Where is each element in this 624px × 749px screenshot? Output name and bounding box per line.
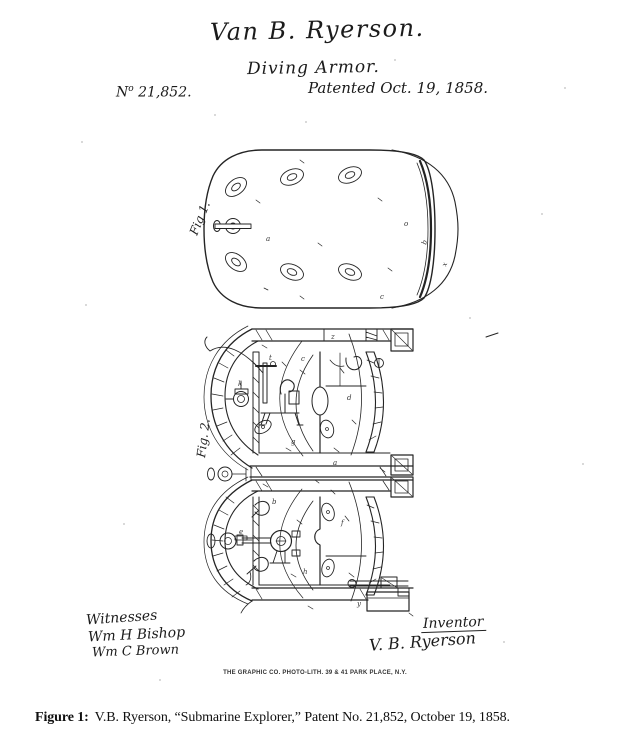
fig2-bottom-rod-assembly: [348, 577, 413, 616]
fig1-scatter-ticks: [256, 160, 392, 299]
fig2-label: Fig. 2.: [194, 418, 213, 459]
fig1-bolt-ovals: [222, 164, 364, 284]
fig2-ref-letter: y: [357, 600, 361, 608]
fig2-ref-letter: e: [239, 528, 244, 536]
inventor-heading: Inventor: [421, 614, 486, 633]
witness-signature: Wm H Bishop: [87, 624, 186, 646]
fig1-ref-letter: x: [440, 261, 450, 268]
fig1-ref-letter: a: [266, 235, 271, 243]
fig2-section-view: [194, 326, 498, 616]
fig2-upper-pump: [226, 362, 303, 426]
patent-invention-title-script: Diving Armor.: [246, 56, 380, 80]
figure-caption-label: Figure 1:: [35, 710, 89, 725]
fig2-ref-letter: k: [238, 380, 243, 388]
inventor-signature: V. B. Ryerson: [368, 628, 477, 655]
fig2-ref-letter: b: [272, 498, 277, 506]
lithographer-imprint: THE GRAPHIC CO. PHOTO-LITH. 39 & 41 PARK PLACE, N.Y.: [223, 670, 407, 676]
fig1-valve-fixture: [214, 219, 252, 234]
fig2-ref-letter: f: [341, 519, 344, 527]
witnesses-heading: Witnesses: [85, 607, 158, 629]
fig1-right-rim-thick: [420, 161, 431, 297]
witness-signature: Wm C Brown: [91, 642, 180, 661]
fig2-ref-letter: c: [301, 355, 305, 363]
fig1-ref-letter: o: [404, 220, 409, 228]
patent-number-value: 21,852.: [133, 84, 192, 101]
fig2-ref-letter: h: [303, 568, 308, 576]
figure-caption: [35, 710, 510, 726]
fig1-capsule-outline: [204, 150, 435, 308]
patent-number-sup: o: [128, 84, 134, 94]
patent-date-script: Patented Oct. 19, 1858.: [308, 79, 489, 97]
fig2-ref-letter: t: [269, 354, 272, 362]
fig1-label: Fig 1.: [186, 199, 213, 238]
fig2-ref-letter: z: [331, 333, 335, 341]
fig2-lower-bell: [204, 477, 413, 616]
fig2-lower-pump: [237, 531, 300, 564]
fig1-top-view: [186, 150, 458, 308]
fig1-ref-letter: b: [420, 239, 430, 246]
fig1-ref-letter: c: [380, 293, 384, 301]
fig2-upper-bell: [204, 326, 413, 477]
fig2-ref-letter: d: [347, 394, 352, 402]
figure-caption-text: V.B. Ryerson, “Submarine Explorer,” Patent No. 21,852, October 19, 1858.: [94, 710, 510, 725]
fig2-ref-letter: g: [291, 438, 296, 446]
fig2-ref-letter: a: [333, 459, 338, 467]
fig2-outside-dash: [486, 333, 498, 337]
patent-number-prefix: N: [116, 84, 129, 101]
patent-inventor-name-script: Van B. Ryerson.: [209, 13, 425, 47]
